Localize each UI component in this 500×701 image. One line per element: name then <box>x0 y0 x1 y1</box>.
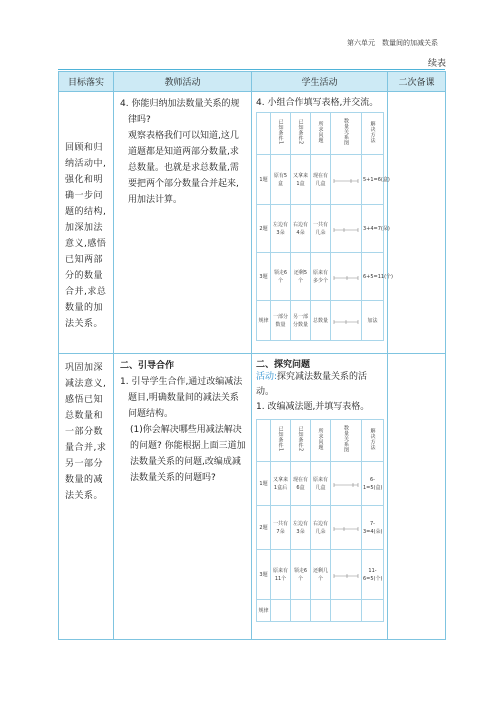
relation-diagram <box>331 301 362 341</box>
inner-cond2: 右边有4朵 <box>291 205 311 253</box>
inner-question: 原来有多少个 <box>311 253 331 301</box>
inner-question <box>311 600 331 622</box>
inner-row-label: 2题 <box>257 205 271 253</box>
inner-row-label: 规律 <box>257 301 271 341</box>
inner-calc: 3+4=7(朵) <box>362 205 384 253</box>
student-cell-2 <box>252 354 388 640</box>
inner-cond2: 另一部分数量 <box>291 301 311 341</box>
relation-diagram <box>331 155 362 205</box>
inner-question: 右边有几朵 <box>311 506 331 550</box>
inner-cond2: 左边有3朵 <box>291 506 311 550</box>
inner-question: 总数量 <box>311 301 331 341</box>
activity-text: 探究减法数量关系的活动。 <box>256 372 368 397</box>
inner-cond1: 一共有7朵 <box>271 506 291 550</box>
inner-row-label: 2题 <box>257 506 271 550</box>
inner-row-label: 3题 <box>257 550 271 600</box>
inner-cond1: 领走6个 <box>271 253 291 301</box>
revision-cell-1 <box>388 92 446 354</box>
relation-diagram <box>331 462 362 506</box>
subtraction-table <box>256 419 384 622</box>
page-header: 第六单元 数量间的加减关系 <box>347 39 438 47</box>
inner-question: 原来有几盒 <box>311 462 331 506</box>
inner-cond1: 原有5盒 <box>271 155 291 205</box>
inner-h1: 已知条件1 <box>277 119 284 145</box>
teacher-question-1: 4. 你能归纳加法数量关系的规律吗? <box>120 99 240 125</box>
inner-cond1: 原来有11个 <box>271 550 291 600</box>
teacher-step-1: 1. 引导学生合作,通过改编减法题目,明确数量间的减法关系问题结构。 <box>120 377 243 419</box>
inner-h4: 数量关系图 <box>343 118 349 146</box>
inner-cond1: 一部分数量 <box>271 301 291 341</box>
teacher-cell-1 <box>114 92 252 354</box>
inner-row-label: 1题 <box>257 462 271 506</box>
header-goal: 目标落实 <box>59 72 114 92</box>
relation-diagram <box>331 550 362 600</box>
inner-cond2 <box>291 600 311 622</box>
inner-h2: 已知条件2 <box>297 426 304 452</box>
activity-label: 活动: <box>256 372 278 382</box>
goal-text-2: 巩固加深减法意义,感悟已知总数量和一部分数量合并,求另一部分数量的减法关系。 <box>65 363 107 501</box>
inner-h3: 所求问题 <box>317 428 324 450</box>
inner-calc: 7-3=4(朵) <box>362 506 384 550</box>
inner-cond2: 还剩5个 <box>291 253 311 301</box>
student-step-1: 1. 改编减法题,并填写表格。 <box>256 402 370 412</box>
relation-diagram <box>331 506 362 550</box>
student-section-2: 二、探究问题 <box>256 360 311 370</box>
goal-cell-2 <box>59 354 114 640</box>
goal-cell-1 <box>59 92 114 354</box>
inner-h4: 数量关系图 <box>343 425 349 453</box>
inner-cond2: 现在有6盒 <box>291 462 311 506</box>
teacher-cell-2 <box>114 354 252 640</box>
header-teacher: 教师活动 <box>114 72 252 92</box>
inner-h2: 已知条件2 <box>297 119 304 145</box>
inner-cond1 <box>271 600 291 622</box>
inner-cond2: 领走6个 <box>291 550 311 600</box>
inner-row-label: 规律 <box>257 600 271 622</box>
inner-h3: 所求问题 <box>317 121 324 143</box>
teacher-text-1: 观察表格我们可以知道,这几道题都是知道两部分数量,求总数量。也就是求总数量,需要把两个部分数量合并起来,用加法计算。 <box>128 131 239 205</box>
relation-diagram <box>331 253 362 301</box>
top-rule <box>58 69 445 70</box>
inner-row-label: 1题 <box>257 155 271 205</box>
inner-calc: 11-6=5(个) <box>362 550 384 600</box>
teacher-subquestion: (1)你会解决哪些用减法解决的问题? 你能根据上面三道加法数量关系的问题,改编成减法数量关系的问题吗? <box>130 425 246 483</box>
inner-h5: 解决方法 <box>369 428 376 450</box>
student-cell-1 <box>252 92 394 354</box>
inner-h1: 已知条件1 <box>277 426 284 452</box>
inner-calc: 6-1=5(盒) <box>362 462 384 506</box>
inner-cond1: 左边有3朵 <box>271 205 291 253</box>
inner-calc: 5+1=6(盒) <box>362 155 384 205</box>
header-revision: 二次备课 <box>388 72 446 92</box>
inner-question: 一共有几朵 <box>311 205 331 253</box>
inner-cond1: 又拿来1盒后 <box>271 462 291 506</box>
teacher-section-2: 二、引导合作 <box>120 361 175 371</box>
revision-cell-2 <box>388 354 446 640</box>
lesson-table <box>58 71 446 640</box>
inner-row-label: 3题 <box>257 253 271 301</box>
inner-calc <box>362 600 384 622</box>
inner-cond2: 又拿来1盒 <box>291 155 311 205</box>
inner-question: 现在有几盒 <box>311 155 331 205</box>
addition-table <box>256 112 394 341</box>
inner-question: 还剩几个 <box>311 550 331 600</box>
header-student: 学生活动 <box>252 72 388 92</box>
goal-text-1: 回顾和归纳活动中,强化和明确一步问题的结构,加深加法意义,感悟已知两部分的数量合并,求总数量的加法关系。 <box>65 143 107 329</box>
inner-calc: 6+5=11(个) <box>362 253 384 301</box>
inner-h5: 解决方法 <box>369 121 376 143</box>
inner-calc: 加法 <box>362 301 384 341</box>
relation-diagram <box>331 205 362 253</box>
relation-diagram <box>331 600 362 622</box>
student-task-1: 4. 小组合作填写表格,并交流。 <box>256 98 379 108</box>
continued-label: 续表 <box>427 59 446 69</box>
